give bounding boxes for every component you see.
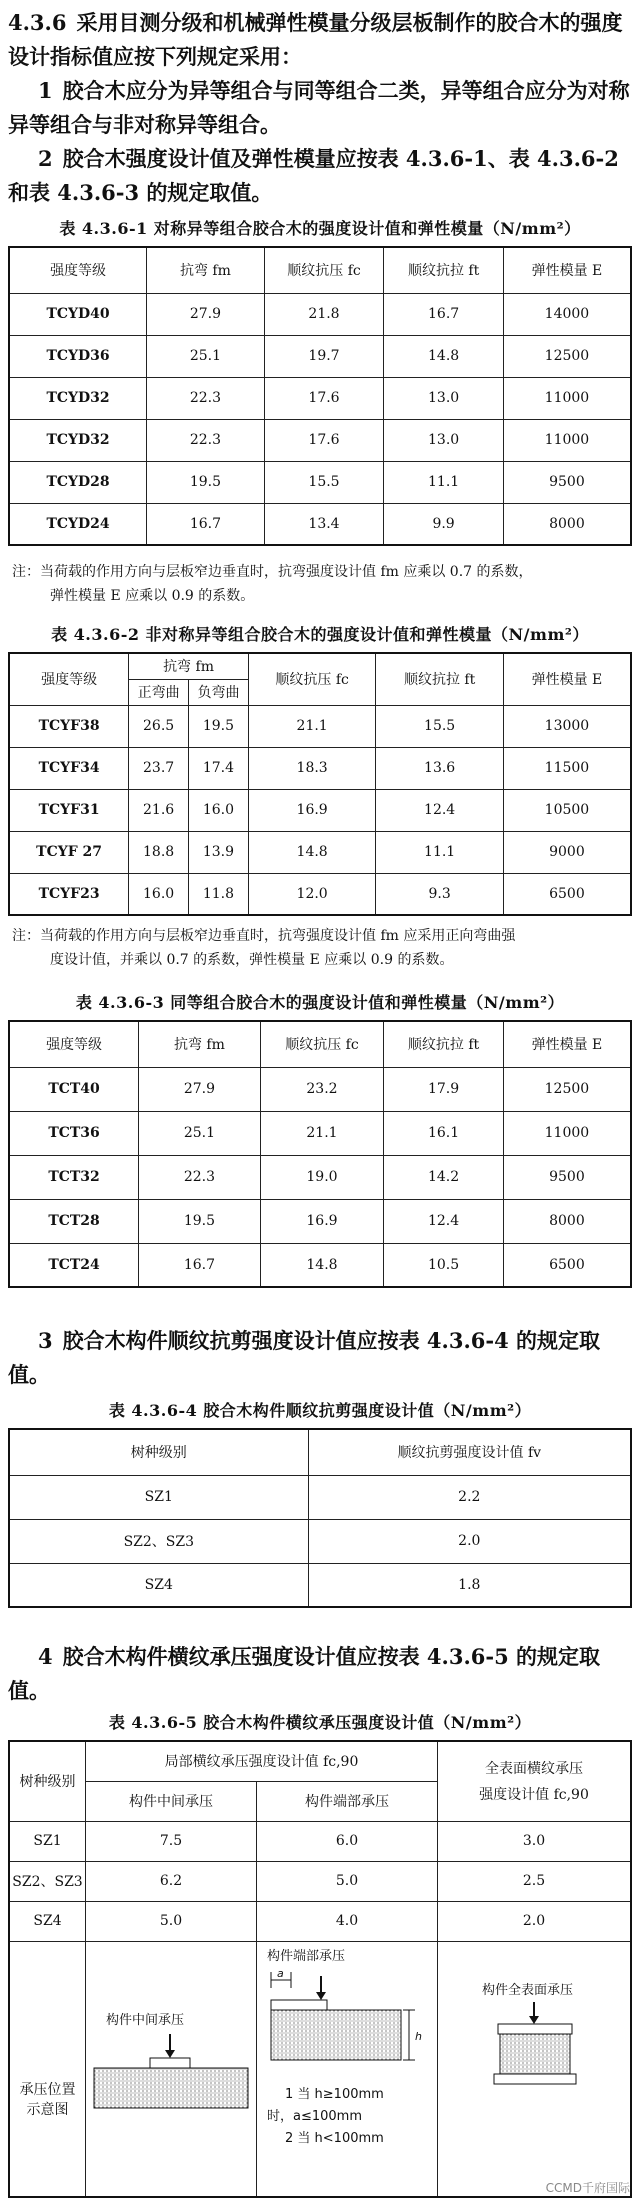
t3-header-row <box>9 1021 631 1067</box>
t2-cell: 13000 <box>503 705 631 747</box>
t4-row <box>9 1475 631 1519</box>
t4-cell: SZ4 <box>9 1563 308 1607</box>
mid-member <box>94 2068 248 2108</box>
table-2 <box>8 652 632 916</box>
t3-cell: 10.5 <box>384 1243 504 1287</box>
end-bearing-diagram <box>257 1942 437 2192</box>
t2-cell: 18.3 <box>248 747 376 789</box>
t3-cell: 16.1 <box>384 1111 504 1155</box>
t5-cell: 6.2 <box>86 1861 257 1901</box>
t1-cell: 15.5 <box>264 461 384 503</box>
item-2 <box>8 142 634 210</box>
t4-row <box>9 1519 631 1563</box>
t1-cell: 12500 <box>503 335 631 377</box>
t2-cell: 17.4 <box>189 747 249 789</box>
t2-cell: TCYF 27 <box>9 831 129 873</box>
table-2-header-bend: 抗弯 fm <box>129 653 249 679</box>
item-3 <box>8 1324 634 1392</box>
t4-cell: SZ1 <box>9 1475 308 1519</box>
t1-cell: TCYD28 <box>9 461 147 503</box>
table-2-header-e: 弹性模量 E <box>503 653 631 705</box>
t1-cell: 13.0 <box>384 419 504 461</box>
t5-cell: 3.0 <box>438 1821 632 1861</box>
t2-cell: TCYF23 <box>9 873 129 915</box>
t5-cell: 5.0 <box>86 1901 257 1941</box>
t3-cell: 11000 <box>503 1111 631 1155</box>
table-1-note-line-2: 弹性模量 E 应乘以 0.9 的系数。 <box>50 588 255 604</box>
full-label: 构件全表面承压 <box>482 1982 574 1998</box>
t5-cell: 5.0 <box>257 1861 438 1901</box>
table-2-header-positive: 正弯曲 <box>129 679 189 705</box>
t2-cell: 21.6 <box>129 789 189 831</box>
table-2-note-line-1: 注：当荷载的作用方向与层板窄边垂直时，抗弯强度设计值 fm 应采用正向弯曲强 <box>12 928 516 944</box>
t3-header: 弹性模量 E <box>503 1021 631 1067</box>
t4-header: 顺纹抗剪强度设计值 fv <box>308 1429 631 1475</box>
t1-cell: 9500 <box>503 461 631 503</box>
end-arrow-head <box>316 1992 326 2000</box>
end-dim-h-label: h <box>415 2029 422 2043</box>
table-3-caption: 表 4.3.6-3 同等组合胶合木的强度设计值和弹性模量（N/mm²） <box>75 993 565 1012</box>
table-2-header-fc: 顺纹抗压 fc <box>248 653 376 705</box>
t2-row <box>9 747 631 789</box>
t3-cell: TCT28 <box>9 1199 139 1243</box>
full-support <box>494 2074 576 2084</box>
table-1 <box>8 246 632 546</box>
t4-row <box>9 1563 631 1607</box>
t1-row <box>9 377 631 419</box>
t2-row <box>9 705 631 747</box>
mid-bearing-plate <box>150 2058 190 2068</box>
table-2-header-ft: 顺纹抗拉 ft <box>376 653 504 705</box>
t2-cell: TCYF31 <box>9 789 129 831</box>
t1-cell: 21.8 <box>264 293 384 335</box>
t4-cell: 2.0 <box>308 1519 631 1563</box>
t5-cell: SZ1 <box>9 1821 86 1861</box>
diagram-label-line-2: 示意图 <box>26 2101 69 2118</box>
t1-cell: 17.6 <box>264 419 384 461</box>
table-5-diagram-row <box>9 1941 631 2197</box>
t2-row <box>9 831 631 873</box>
t2-cell: 18.8 <box>129 831 189 873</box>
t5-cell: 7.5 <box>86 1821 257 1861</box>
t3-cell: 22.3 <box>139 1155 261 1199</box>
t1-cell: TCYD40 <box>9 293 147 335</box>
t5-cell: 2.5 <box>438 1861 632 1901</box>
table-4 <box>8 1428 632 1608</box>
t4-cell: SZ2、SZ3 <box>9 1519 308 1563</box>
table-4-caption: 表 4.3.6-4 胶合木构件顺纹抗剪强度设计值（N/mm²） <box>108 1401 532 1420</box>
t1-cell: 17.6 <box>264 377 384 419</box>
t3-header: 抗弯 fm <box>139 1021 261 1067</box>
t3-row <box>9 1199 631 1243</box>
t2-cell: 9.3 <box>376 873 504 915</box>
t5-cell: SZ4 <box>9 1901 86 1941</box>
t4-header: 树种级别 <box>9 1429 308 1475</box>
t3-header: 顺纹抗压 fc <box>260 1021 384 1067</box>
diagram-mid-cell <box>86 1941 257 2197</box>
table-5 <box>8 1740 632 2198</box>
t4-header-row <box>9 1429 631 1475</box>
t1-row <box>9 335 631 377</box>
t1-cell: 11.1 <box>384 461 504 503</box>
t2-cell: 23.7 <box>129 747 189 789</box>
table-2-header-negative: 负弯曲 <box>189 679 249 705</box>
item-2-text: 胶合木强度设计值及弹性模量应按表 4.3.6-1、表 4.3.6-2 和表 4.3.6-3 的规定取值。 <box>8 146 619 205</box>
t1-cell: 11000 <box>503 419 631 461</box>
item-1 <box>8 74 634 142</box>
t1-header: 顺纹抗拉 ft <box>384 247 504 293</box>
t1-cell: 22.3 <box>147 419 265 461</box>
table-5-header-mid: 构件中间承压 <box>86 1781 257 1821</box>
item-4-number: 4 <box>38 1644 53 1669</box>
t2-cell: 16.0 <box>129 873 189 915</box>
t2-row <box>9 789 631 831</box>
t1-cell: 14000 <box>503 293 631 335</box>
t5-row <box>9 1861 631 1901</box>
t2-cell: 26.5 <box>129 705 189 747</box>
t3-header: 强度等级 <box>9 1021 139 1067</box>
t2-cell: 11.8 <box>189 873 249 915</box>
t2-cell: TCYF38 <box>9 705 129 747</box>
t3-cell: 14.2 <box>384 1155 504 1199</box>
t1-cell: TCYD32 <box>9 419 147 461</box>
t3-cell: 8000 <box>503 1199 631 1243</box>
table-5-header-full-line-2: 强度设计值 fc,90 <box>479 1787 589 1804</box>
table-1-note <box>12 560 632 608</box>
table-2-note <box>12 924 632 972</box>
table-2-caption: 表 4.3.6-2 非对称异等组合胶合木的强度设计值和弹性模量（N/mm²） <box>51 625 589 644</box>
t1-row <box>9 419 631 461</box>
t1-cell: 25.1 <box>147 335 265 377</box>
t1-cell: 13.4 <box>264 503 384 545</box>
t2-cell: 9000 <box>503 831 631 873</box>
item-1-number: 1 <box>38 78 53 103</box>
t5-cell: 4.0 <box>257 1901 438 1941</box>
t3-header: 顺纹抗拉 ft <box>384 1021 504 1067</box>
t2-cell: 12.4 <box>376 789 504 831</box>
t1-cell: TCYD32 <box>9 377 147 419</box>
table-2-header-grade: 强度等级 <box>9 653 129 705</box>
full-member <box>500 2034 570 2074</box>
t3-cell: 12.4 <box>384 1199 504 1243</box>
t3-cell: 25.1 <box>139 1111 261 1155</box>
table-5-header-local: 局部横纹承压强度设计值 fc,90 <box>86 1741 438 1781</box>
t3-cell: 9500 <box>503 1155 631 1199</box>
t3-cell: 21.1 <box>260 1111 384 1155</box>
t3-row <box>9 1243 631 1287</box>
diagram-label-cell <box>9 1941 86 2197</box>
t2-cell: 15.5 <box>376 705 504 747</box>
t1-cell: 27.9 <box>147 293 265 335</box>
full-arrow-head <box>529 2016 539 2024</box>
t2-cell: 13.6 <box>376 747 504 789</box>
table-5-caption: 表 4.3.6-5 胶合木构件横纹承压强度设计值（N/mm²） <box>108 1713 532 1732</box>
t2-cell: 11500 <box>503 747 631 789</box>
diagram-end-cell <box>257 1941 438 2197</box>
t3-cell: 19.0 <box>260 1155 384 1199</box>
t1-cell: 14.8 <box>384 335 504 377</box>
t2-cell: 12.0 <box>248 873 376 915</box>
t2-row <box>9 873 631 915</box>
t1-row <box>9 503 631 545</box>
t2-cell: 14.8 <box>248 831 376 873</box>
t1-row <box>9 293 631 335</box>
t1-cell: TCYD24 <box>9 503 147 545</box>
end-member <box>271 2010 401 2060</box>
t1-cell: 11000 <box>503 377 631 419</box>
end-note-1: 1 当 h≥100mm <box>285 2086 384 2102</box>
t2-cell: 11.1 <box>376 831 504 873</box>
table-5-header-species: 树种级别 <box>9 1741 86 1821</box>
t2-cell: 10500 <box>503 789 631 831</box>
t3-cell: 19.5 <box>139 1199 261 1243</box>
section-text: 采用目测分级和机械弹性模量分级层板制作的胶合木的强度设计指标值应按下列规定采用： <box>8 10 623 69</box>
t3-cell: 16.9 <box>260 1199 384 1243</box>
t1-cell: 16.7 <box>384 293 504 335</box>
table-1-caption: 表 4.3.6-1 对称异等组合胶合木的强度设计值和弹性模量（N/mm²） <box>59 219 581 238</box>
t3-cell: 6500 <box>503 1243 631 1287</box>
t3-cell: 23.2 <box>260 1067 384 1111</box>
diagram-full-cell <box>438 1941 632 2197</box>
end-note-3: 2 当 h<100mm <box>285 2130 384 2146</box>
table-2-note-line-2: 度设计值，并乘以 0.7 的系数，弹性模量 E 应乘以 0.9 的系数。 <box>50 952 454 968</box>
t2-cell: TCYF34 <box>9 747 129 789</box>
t3-row <box>9 1067 631 1111</box>
t5-cell: SZ2、SZ3 <box>9 1861 86 1901</box>
t3-cell: TCT40 <box>9 1067 139 1111</box>
table-5-header-end: 构件端部承压 <box>257 1781 438 1821</box>
t1-cell: 19.5 <box>147 461 265 503</box>
t1-header: 强度等级 <box>9 247 147 293</box>
end-bearing-plate <box>271 2000 327 2010</box>
t2-cell: 21.1 <box>248 705 376 747</box>
t5-row <box>9 1901 631 1941</box>
t3-row <box>9 1111 631 1155</box>
section-number: 4.3.6 <box>8 10 67 35</box>
full-bearing-diagram <box>438 1942 630 2192</box>
item-4 <box>8 1640 634 1708</box>
t4-cell: 1.8 <box>308 1563 631 1607</box>
section-4-3-6 <box>8 6 634 74</box>
t1-cell: TCYD36 <box>9 335 147 377</box>
item-3-number: 3 <box>38 1328 53 1353</box>
t1-header: 顺纹抗压 fc <box>264 247 384 293</box>
t3-cell: 14.8 <box>260 1243 384 1287</box>
t1-cell: 13.0 <box>384 377 504 419</box>
t2-cell: 16.0 <box>189 789 249 831</box>
t1-cell: 22.3 <box>147 377 265 419</box>
t5-cell: 6.0 <box>257 1821 438 1861</box>
t5-cell: 2.0 <box>438 1901 632 1941</box>
item-2-number: 2 <box>38 146 53 171</box>
mid-bearing-diagram <box>86 1942 256 2192</box>
mid-arrow-head <box>165 2050 175 2058</box>
end-label: 构件端部承压 <box>267 1948 346 1964</box>
end-note-2: 时，a≤100mm <box>267 2108 362 2124</box>
t1-cell: 9.9 <box>384 503 504 545</box>
t1-header: 弹性模量 E <box>503 247 631 293</box>
table-1-note-line-1: 注：当荷载的作用方向与层板窄边垂直时，抗弯强度设计值 fm 应乘以 0.7 的系数， <box>12 564 533 580</box>
t2-cell: 19.5 <box>189 705 249 747</box>
diagram-label-line-1: 承压位置 <box>19 2081 76 2098</box>
t2-cell: 16.9 <box>248 789 376 831</box>
t4-cell: 2.2 <box>308 1475 631 1519</box>
item-1-text: 胶合木应分为异等组合与同等组合二类，异等组合应分为对称异等组合与非对称异等组合。 <box>8 78 630 137</box>
t2-cell: 13.9 <box>189 831 249 873</box>
t1-header-row <box>9 247 631 293</box>
t1-row <box>9 461 631 503</box>
t5-row <box>9 1821 631 1861</box>
t3-row <box>9 1155 631 1199</box>
full-bearing-plate <box>498 2024 572 2034</box>
t3-cell: TCT24 <box>9 1243 139 1287</box>
t1-cell: 8000 <box>503 503 631 545</box>
table-5-header-full-line-1: 全表面横纹承压 <box>485 1761 583 1778</box>
t1-cell: 16.7 <box>147 503 265 545</box>
table-3 <box>8 1020 632 1288</box>
t1-cell: 19.7 <box>264 335 384 377</box>
item-3-text: 胶合木构件顺纹抗剪强度设计值应按表 4.3.6-4 的规定取值。 <box>8 1328 601 1387</box>
watermark: CCMD千府国际 <box>545 2181 630 2195</box>
t1-header: 抗弯 fm <box>147 247 265 293</box>
t3-cell: 27.9 <box>139 1067 261 1111</box>
t3-cell: 17.9 <box>384 1067 504 1111</box>
t3-cell: TCT32 <box>9 1155 139 1199</box>
end-dim-a-label: a <box>277 1966 284 1980</box>
t3-cell: 12500 <box>503 1067 631 1111</box>
item-4-text: 胶合木构件横纹承压强度设计值应按表 4.3.6-5 的规定取值。 <box>8 1644 601 1703</box>
t2-cell: 6500 <box>503 873 631 915</box>
t3-cell: 16.7 <box>139 1243 261 1287</box>
table-5-header-full <box>438 1741 632 1821</box>
mid-label: 构件中间承压 <box>106 2012 185 2028</box>
t3-cell: TCT36 <box>9 1111 139 1155</box>
